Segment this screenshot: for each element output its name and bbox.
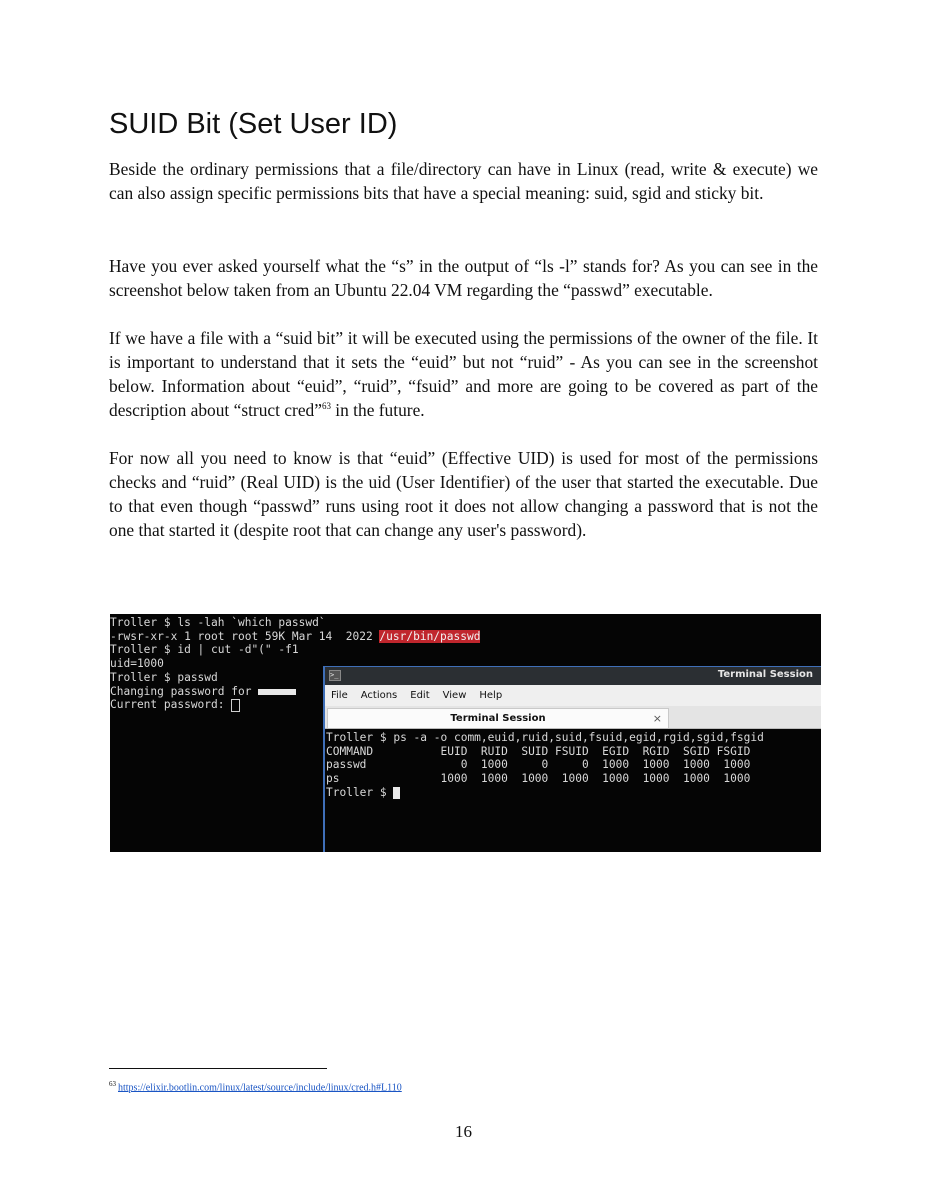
inner-terminal-output xyxy=(326,731,764,800)
paragraph-euid-ruid: For now all you need to know is that “euid” (Effective UID) is used for most of the permissions checks and “ruid” (Real UID) is the uid (User Identifier) of the user that started the executable. Due to that even though “passwd” runs using root it does not allow changing a password that is not the one that started it (despite root that can change any user's password). xyxy=(109,448,818,540)
menu-help[interactable]: Help xyxy=(479,690,503,701)
cursor-icon xyxy=(393,787,400,799)
paragraph-suid-euid xyxy=(109,326,818,422)
footnote-reference[interactable]: 63 xyxy=(321,401,331,412)
terminal-line: Changing password for xyxy=(110,684,259,698)
highlighted-path: /usr/bin/passwd xyxy=(379,629,481,643)
footnote-link[interactable]: https://elixir.bootlin.com/linux/latest/source/include/linux/cred.h#L110 xyxy=(118,1082,402,1094)
page-number: 16 xyxy=(455,1122,472,1141)
cursor-icon xyxy=(231,699,240,712)
terminal-session-window xyxy=(323,666,821,852)
page-title: SUID Bit (Set User ID) xyxy=(109,108,398,140)
terminal-line: Troller $ ls -lah `which passwd` xyxy=(110,616,326,629)
window-titlebar xyxy=(325,667,821,685)
paragraph-permission-bits: Beside the ordinary permissions that a file/directory can have in Linux (read, write & execute) we can also assign specific permissions bits that have a special meaning: suid, sgid and sticky bit. xyxy=(109,159,818,203)
terminal-prompt: Troller $ xyxy=(326,785,394,799)
tab-label: Terminal Session xyxy=(450,713,546,724)
footnote xyxy=(109,1078,402,1094)
terminal-line: Troller $ passwd xyxy=(110,670,218,684)
tab-terminal-session[interactable] xyxy=(327,708,669,728)
close-icon[interactable]: × xyxy=(652,712,662,725)
paragraph-text: If we have a file with a “suid bit” it will be executed using the permissions of the owner of the file. It is important to understand that it sets the “euid” but not “ruid” - As you can see in the screenshot below. Information about “euid”, “ruid”, “fsuid” and more are going to be covered as part of the description about “struct cred” xyxy=(109,328,818,420)
footnote-divider xyxy=(109,1068,327,1069)
terminal-line: Troller $ ps -a -o comm,euid,ruid,suid,fsuid,egid,rgid,sgid,fsgid xyxy=(326,731,764,744)
menu-file[interactable]: File xyxy=(331,690,348,701)
terminal-line: Troller $ id | cut -d"(" -f1 xyxy=(110,643,299,657)
terminal-line: -rwsr-xr-x 1 root root 59K Mar 14 2022 xyxy=(110,629,380,643)
window-menubar xyxy=(325,685,821,706)
menu-actions[interactable]: Actions xyxy=(360,690,398,701)
window-tabbar xyxy=(325,706,821,729)
terminal-line: Current password: xyxy=(110,698,232,712)
terminal-line: uid=1000 xyxy=(110,657,164,671)
terminal-line: ps 1000 1000 1000 1000 1000 1000 1000 1000 xyxy=(326,772,751,786)
terminal-line: passwd 0 1000 0 0 1000 1000 1000 1000 xyxy=(326,758,751,772)
footnote-mark: 63 xyxy=(109,1080,116,1088)
window-title: Terminal Session xyxy=(717,669,813,680)
menu-edit[interactable]: Edit xyxy=(410,690,430,701)
terminal-line: COMMAND EUID RUID SUID FSUID EGID RGID SGID FSGID xyxy=(326,744,751,758)
redacted-username xyxy=(258,689,296,695)
paragraph-ls-output: Have you ever asked yourself what the “s” in the output of “ls -l” stands for? As you can see in the screenshot below taken from an Ubuntu 22.04 VM regarding the “passwd” executable. xyxy=(109,256,818,300)
terminal-screenshot xyxy=(110,614,821,852)
paragraph-text-end: in the future. xyxy=(330,400,425,420)
menu-view[interactable]: View xyxy=(442,690,467,701)
terminal-app-icon: >_ xyxy=(329,670,341,681)
